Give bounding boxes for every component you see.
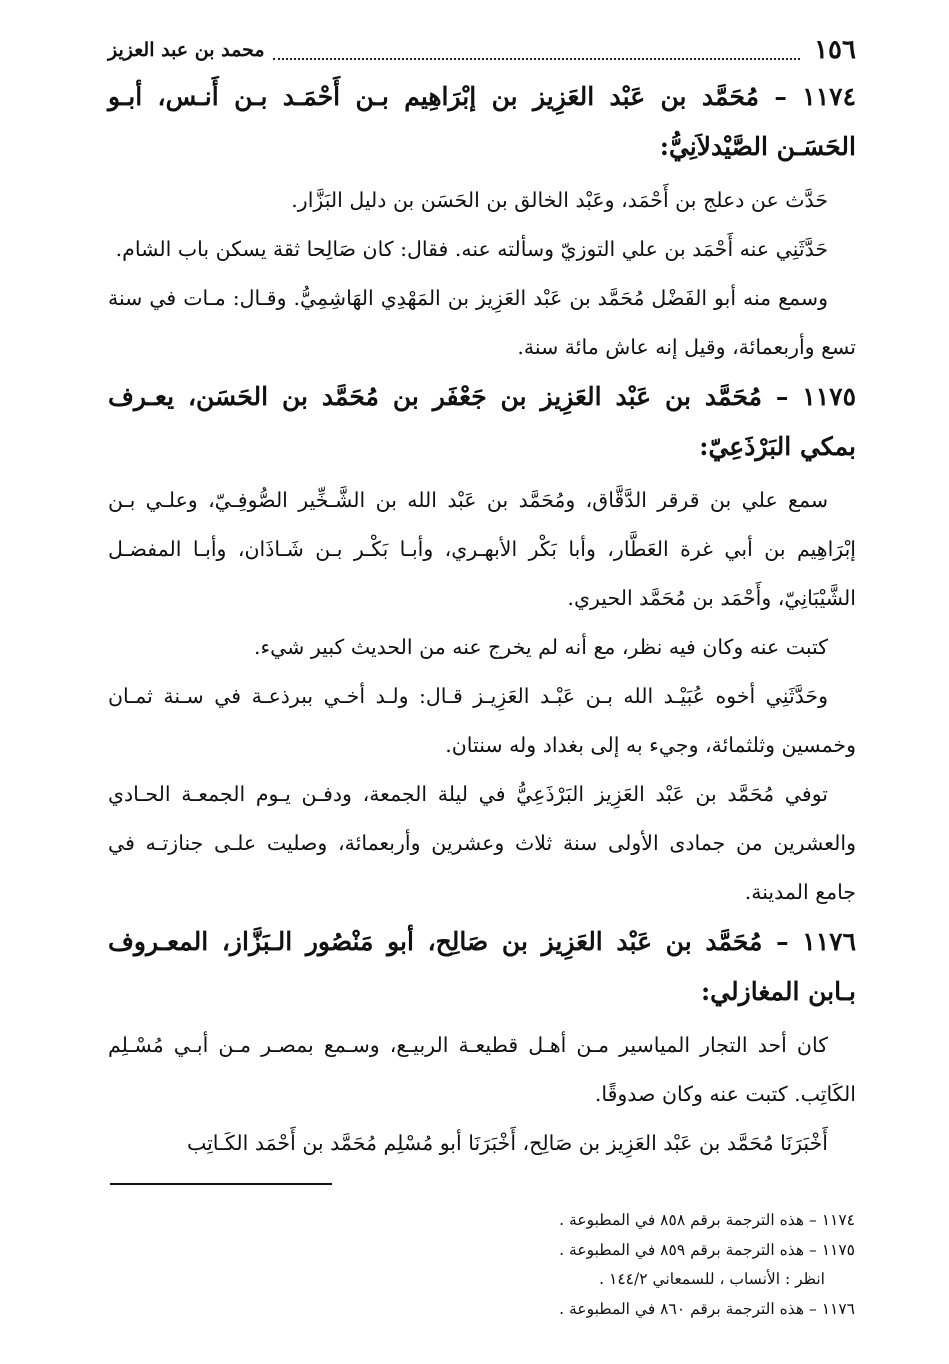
entry-paragraph: أَخْبَرَنَا مُحَمَّد بن عَبْد العَزِيز بن صَالِح، أَخْبَرَنَا أبو مُسْلِم مُحَمَّد بن أَحْمَد الكَـاتِب [186, 1131, 828, 1155]
dotted-leader [273, 40, 801, 60]
entry-paragraph: سمع علي بن قرقر الدَّقَّاق، ومُحَمَّد بن عَبْد الله بن الشَّـخِّير الصُّوفِـيّ، وعلـي بـن إبْرَاهِيم بن أبي غرة العَطَّار، وأبا بَكْر الأبهـري، وأبـا بَكْـر بـن شَـاذَان، وأبـا المفضـل الشَّيْبَانِيّ، وأَحْمَد بن مُحَمَّد الحيري. [108, 488, 856, 610]
entry-paragraph: حَدَّثَنِي عنه أَحْمَد بن علي التوزيّ وسألته عنه. فقال: كان صَالِحا ثقة يسكن باب الشام. [115, 237, 828, 261]
book-page [108, 28, 856, 1168]
entry-paragraph: كان أحد التجار المياسير مـن أهـل قطيعـة الربيـع، وسـمع بمصـر مـن أبـي مُسْـلِم الكَاتِب. كتبت عنه وكان صدوقًا. [108, 1033, 856, 1106]
entry-paragraph: وسمع منه أبو الفَضْل مُحَمَّد بن عَبْد العَزِيز بن المَهْدِي الهَاشِمِيُّ. وقـال: مـات في سنة تسع وأربعمائة، وقيل إنه عاش مائة سنة. [108, 286, 856, 359]
footnote-1176: ١١٧٦ – هذه الترجمة برقم ٨٦٠ في المطبوعة . [559, 1299, 855, 1318]
footnote-1174: ١١٧٤ – هذه الترجمة برقم ٨٥٨ في المطبوعة . [559, 1211, 855, 1229]
running-title: محمد بن عبد العزيز [108, 39, 265, 61]
entry-heading: ١١٧٥ – مُحَمَّد بن عَبْد العَزِيز بن جَعْفَر بن مُحَمَّد بن الحَسَن، يعـرف بمكي البَرْذَعِيّ: [108, 382, 856, 461]
footnote-1175-reference: انظر : الأنساب ، للسمعاني ١٤٤/٢ . [599, 1270, 825, 1288]
footnote-rule [110, 1183, 332, 1185]
footnotes [110, 1206, 855, 1324]
entry-heading: ١١٧٦ – مُحَمَّد بن عَبْد العَزِيز بن صَالِح، أبو مَنْصُور الـبَزَّاز، المعـروف بـابن المغازلي: [108, 927, 856, 1006]
footnote-1175: ١١٧٥ – هذه الترجمة برقم ٨٥٩ في المطبوعة . [559, 1240, 855, 1259]
entry-paragraph: كتبت عنه وكان فيه نظر، مع أنه لم يخرج عنه من الحديث كبير شيء. [253, 635, 828, 659]
entry-1174 [108, 72, 856, 372]
entry-1176 [108, 917, 856, 1168]
entry-paragraph: وحَدَّثَنِي أخوه عُبَيْـد الله بـن عَبْـد العَزِيـز قـال: ولـد أخـي ببرذعـة في سـنة ثمـان وخمسين وثلثمائة، وجيء به إلى بغداد وله سنتان. [108, 684, 856, 757]
entry-paragraph: حَدَّث عن دعلج بن أَحْمَد، وعَبْد الخالق بن الحَسَن بن دليل البَزَّار. [291, 188, 828, 212]
entry-heading: ١١٧٤ – مُحَمَّد بن عَبْد العَزِيز بن إبْرَاهِيم بـن أَحْمَـد بـن أَنـس، أبـو الحَسَـن الصَّيْدلاَنِيُّ: [108, 82, 856, 161]
entry-paragraph: توفي مُحَمَّد بن عَبْد العَزِيز البَرْذَعِيُّ في ليلة الجمعة، ودفـن يـوم الجمعـة الحـادي والعشرين من جمادى الأولى سنة ثلاث وعشرين وأربعمائة، وصليت علـى جنازتـه في جامع المدينة. [108, 782, 856, 904]
page-number: ١٥٦ [814, 35, 856, 65]
running-head [108, 28, 856, 72]
entry-1175 [108, 372, 856, 917]
